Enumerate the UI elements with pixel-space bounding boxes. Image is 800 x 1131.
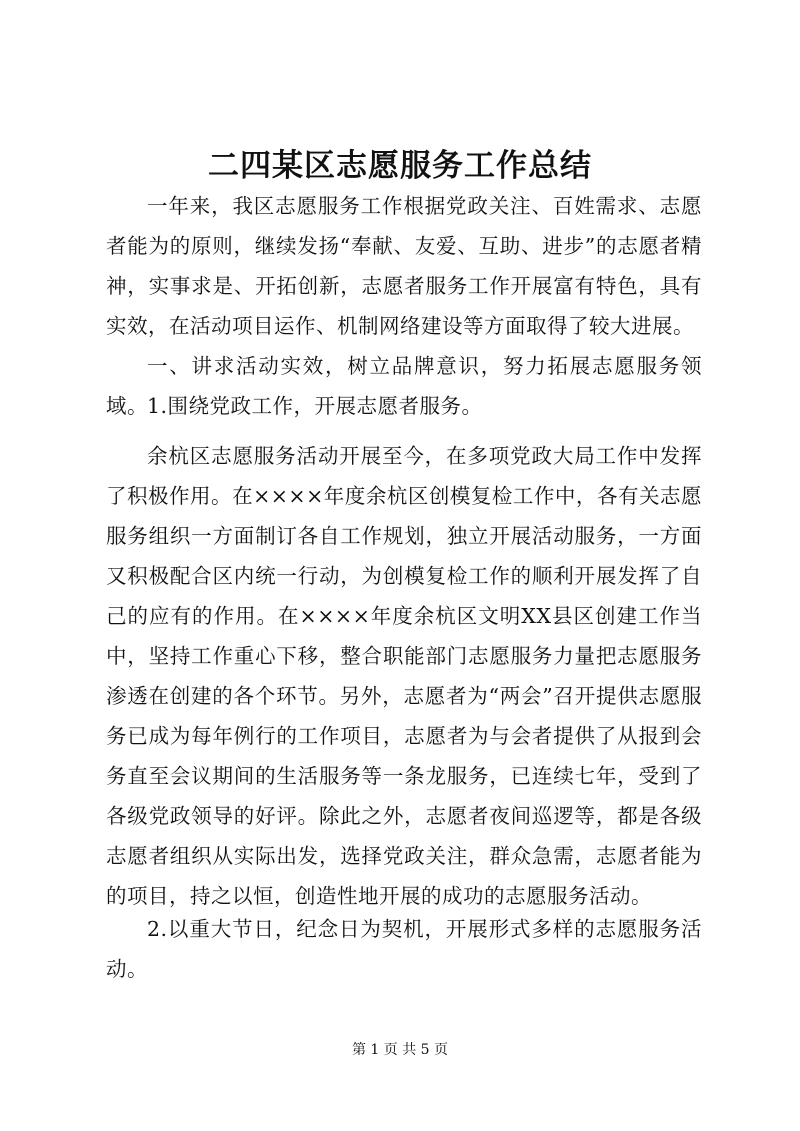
section-heading-1: 一、讲求活动实效，树立品牌意识，努力拓展志愿服务领域。 [106, 354, 702, 418]
page-footer: 第 1 页 共 5 页 [351, 1042, 449, 1058]
document-title: 二四某区志愿服务工作总结 [208, 148, 592, 184]
subsection-heading-2: 2.以重大节日，纪念日为契机，开展形式多样的志愿服务活动。 [106, 917, 702, 981]
subsection-heading-1: 1.围绕党政工作，开展志愿者服务。 [147, 394, 483, 418]
paragraph-intro: 一年来，我区志愿服务工作根据党政关注、百姓需求、志愿者能为的原则，继续发扬“奉献、友爱、互助、进步”的志愿者精神，实事求是、开拓创新，志愿者服务工作开展富有特色，具有实效，在活动项目运作、机制网络建设等方面取得了较大进展。 [106, 194, 702, 338]
paragraph-body: 余杭区志愿服务活动开展至今，在多项党政大局工作中发挥了积极作用。在××××年度余杭区创模复检工作中，各有关志愿服务组织一方面制订各自工作规划，独立开展活动服务，一方面又积极配合区内统一行动，为创模复检工作的顺利开展发挥了自己的应有的作用。在××××年度余杭区文明XX县区创建工作当中，坚持工作重心下移，整合职能部门志愿服务力量把志愿服务渗透在创建的各个环节。另外，志愿者为“两会”召开提供志愿服务已成为每年例行的工作项目，志愿者为与会者提供了从报到会务直至会议期间的生活服务等一条龙服务，已连续七年，受到了各级党政领导的好评。除此之外，志愿者夜间巡逻等，都是各级志愿者组织从实际出发，选择党政关注，群众急需，志愿者能为的项目，持之以恒，创造性地开展的成功的志愿服务活动。 [106, 444, 702, 908]
